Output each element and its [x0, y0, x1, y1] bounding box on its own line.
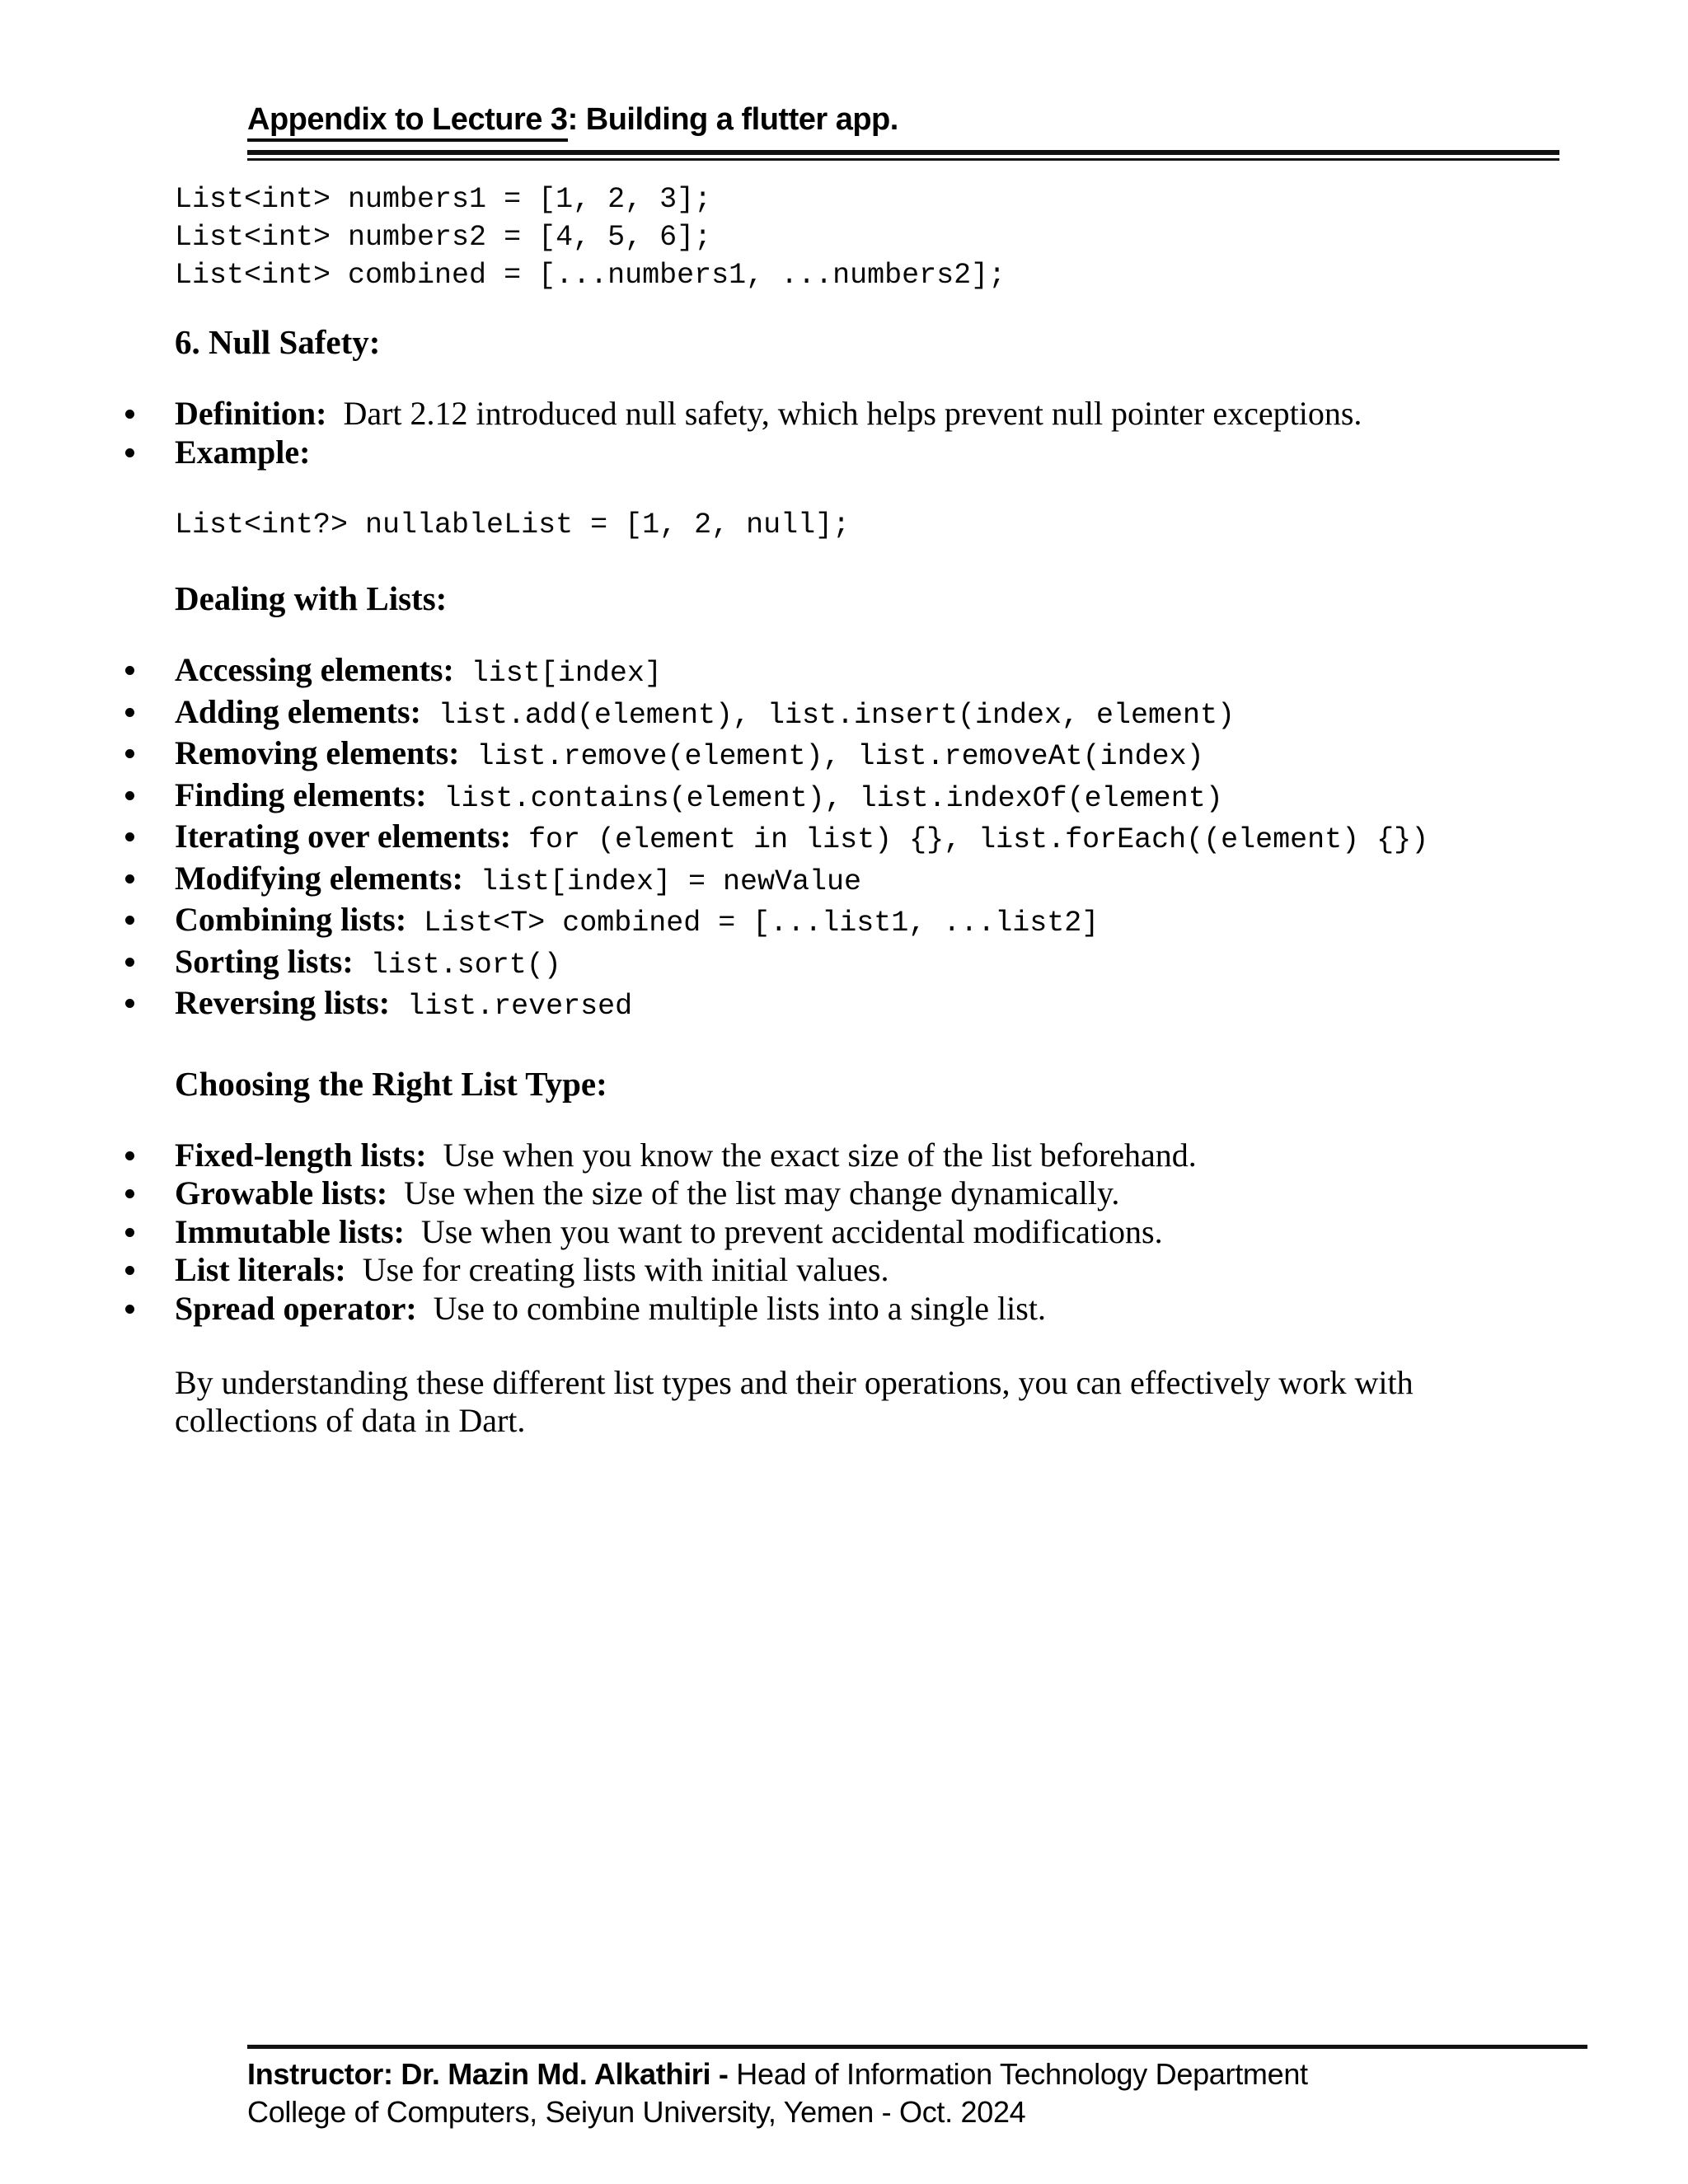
- item-code: list.add(element), list.insert(index, element): [438, 698, 1236, 732]
- item-value: Use for creating lists with initial values.: [362, 1251, 889, 1288]
- list-item: [0, 693, 1688, 735]
- bullet-icon: [125, 410, 134, 419]
- item-label: Modifying elements:: [175, 859, 463, 897]
- bullet-icon: [125, 1228, 134, 1237]
- dealing-bullet-list: [0, 651, 1688, 1026]
- code-block-nullable: [175, 506, 1688, 544]
- closing-paragraph: By understanding these different list types and their operations, you can effectively work with collections of data in Dart.: [175, 1364, 1414, 1439]
- item-label: Removing elements:: [175, 734, 460, 771]
- list-item: [0, 776, 1688, 818]
- item-code: List<T> combined = [...list1, ...list2]: [424, 907, 1100, 940]
- null-safety-bullet-list: [0, 395, 1688, 471]
- section-heading-choosing-list-type: Choosing the Right List Type:: [175, 1064, 607, 1103]
- list-item: [0, 1174, 1688, 1213]
- list-item: [0, 818, 1688, 860]
- choosing-bullet-list: [0, 1137, 1688, 1329]
- bullet-icon: [125, 958, 134, 967]
- item-label: Definition:: [175, 395, 327, 432]
- list-item: [0, 734, 1688, 776]
- list-item: [0, 901, 1688, 943]
- list-item: [0, 1290, 1688, 1329]
- page-title-underlined: Appendix to Lecture 3: [247, 102, 568, 142]
- item-code: list[index] = newValue: [480, 865, 862, 898]
- item-label: Combining lists:: [175, 901, 407, 938]
- item-label: Accessing elements:: [175, 651, 454, 688]
- page-footer: [247, 2045, 1587, 2131]
- item-label: Immutable lists:: [175, 1212, 405, 1250]
- list-item: [0, 860, 1688, 902]
- bullet-icon: [125, 749, 134, 758]
- section-heading-null-safety: 6. Null Safety:: [175, 323, 381, 361]
- item-label: Example:: [175, 433, 311, 471]
- section-heading-dealing-with-lists: Dealing with Lists:: [175, 579, 448, 617]
- item-label: List literals:: [175, 1251, 346, 1288]
- list-item: [0, 1213, 1688, 1252]
- bullet-icon: [125, 1189, 134, 1198]
- bullet-icon: [125, 916, 134, 925]
- bullet-icon: [125, 1305, 134, 1314]
- item-value: Use when the size of the list may change dynamically.: [404, 1174, 1120, 1212]
- bullet-icon: [125, 791, 134, 800]
- bullet-icon: [125, 832, 134, 841]
- code-line: List<int> numbers1 = [1, 2, 3];: [175, 183, 712, 216]
- list-item: [0, 943, 1688, 985]
- code-line: List<int> numbers2 = [4, 5, 6];: [175, 221, 712, 254]
- item-label: Growable lists:: [175, 1174, 388, 1212]
- bullet-icon: [125, 1151, 134, 1160]
- item-code: for (element in list) {}, list.forEach((element) {}): [528, 823, 1429, 856]
- code-block-lists: [175, 180, 1688, 294]
- list-item: [0, 395, 1688, 434]
- bullet-icon: [125, 666, 134, 675]
- item-value: Dart 2.12 introduced null safety, which helps prevent null pointer exceptions.: [343, 395, 1362, 432]
- code-line: List<int?> nullableList = [1, 2, null];: [175, 509, 851, 541]
- item-label: Sorting lists:: [175, 942, 354, 980]
- footer-instructor-line: [247, 2055, 1587, 2093]
- item-code: list.contains(element), list.indexOf(element): [443, 781, 1223, 815]
- item-label: Spread operator:: [175, 1289, 417, 1327]
- item-code: list.reversed: [407, 990, 633, 1023]
- header-rule: [247, 150, 1559, 161]
- list-item: [0, 1251, 1688, 1290]
- item-value: Use when you want to prevent accidental modifications.: [420, 1212, 1163, 1250]
- bullet-icon: [125, 708, 134, 717]
- footer-rule: [247, 2045, 1587, 2049]
- item-label: Finding elements:: [175, 776, 427, 813]
- bullet-icon: [125, 874, 134, 883]
- footer-instructor-name: Instructor: Dr. Mazin Md. Alkathiri -: [247, 2057, 729, 2091]
- bullet-icon: [125, 448, 134, 457]
- item-label: Reversing lists:: [175, 984, 391, 1021]
- list-item: [0, 984, 1688, 1026]
- item-label: Iterating over elements:: [175, 818, 512, 855]
- list-item: [0, 434, 1688, 472]
- list-item: [0, 1137, 1688, 1175]
- footer-instructor-title: Head of Information Technology Department: [728, 2057, 1308, 2091]
- item-code: list.remove(element), list.removeAt(index): [476, 740, 1204, 773]
- item-value: Use when you know the exact size of the list beforehand.: [443, 1136, 1197, 1174]
- page-title: [247, 101, 1688, 138]
- item-value: Use to combine multiple lists into a single list.: [433, 1289, 1046, 1327]
- item-label: Adding elements:: [175, 692, 421, 730]
- item-label: Fixed-length lists:: [175, 1136, 427, 1174]
- bullet-icon: [125, 999, 134, 1008]
- footer-college-line: College of Computers, Seiyun University, Yemen - Oct. 2024: [247, 2095, 1026, 2129]
- list-item: [0, 651, 1688, 693]
- item-code: list[index]: [471, 657, 662, 690]
- page-title-rest: : Building a flutter app.: [567, 102, 898, 137]
- bullet-icon: [125, 1266, 134, 1275]
- page-header: [247, 101, 1688, 138]
- item-code: list.sort(): [370, 948, 561, 982]
- code-line: List<int> combined = [...numbers1, ...numbers2];: [175, 259, 1006, 292]
